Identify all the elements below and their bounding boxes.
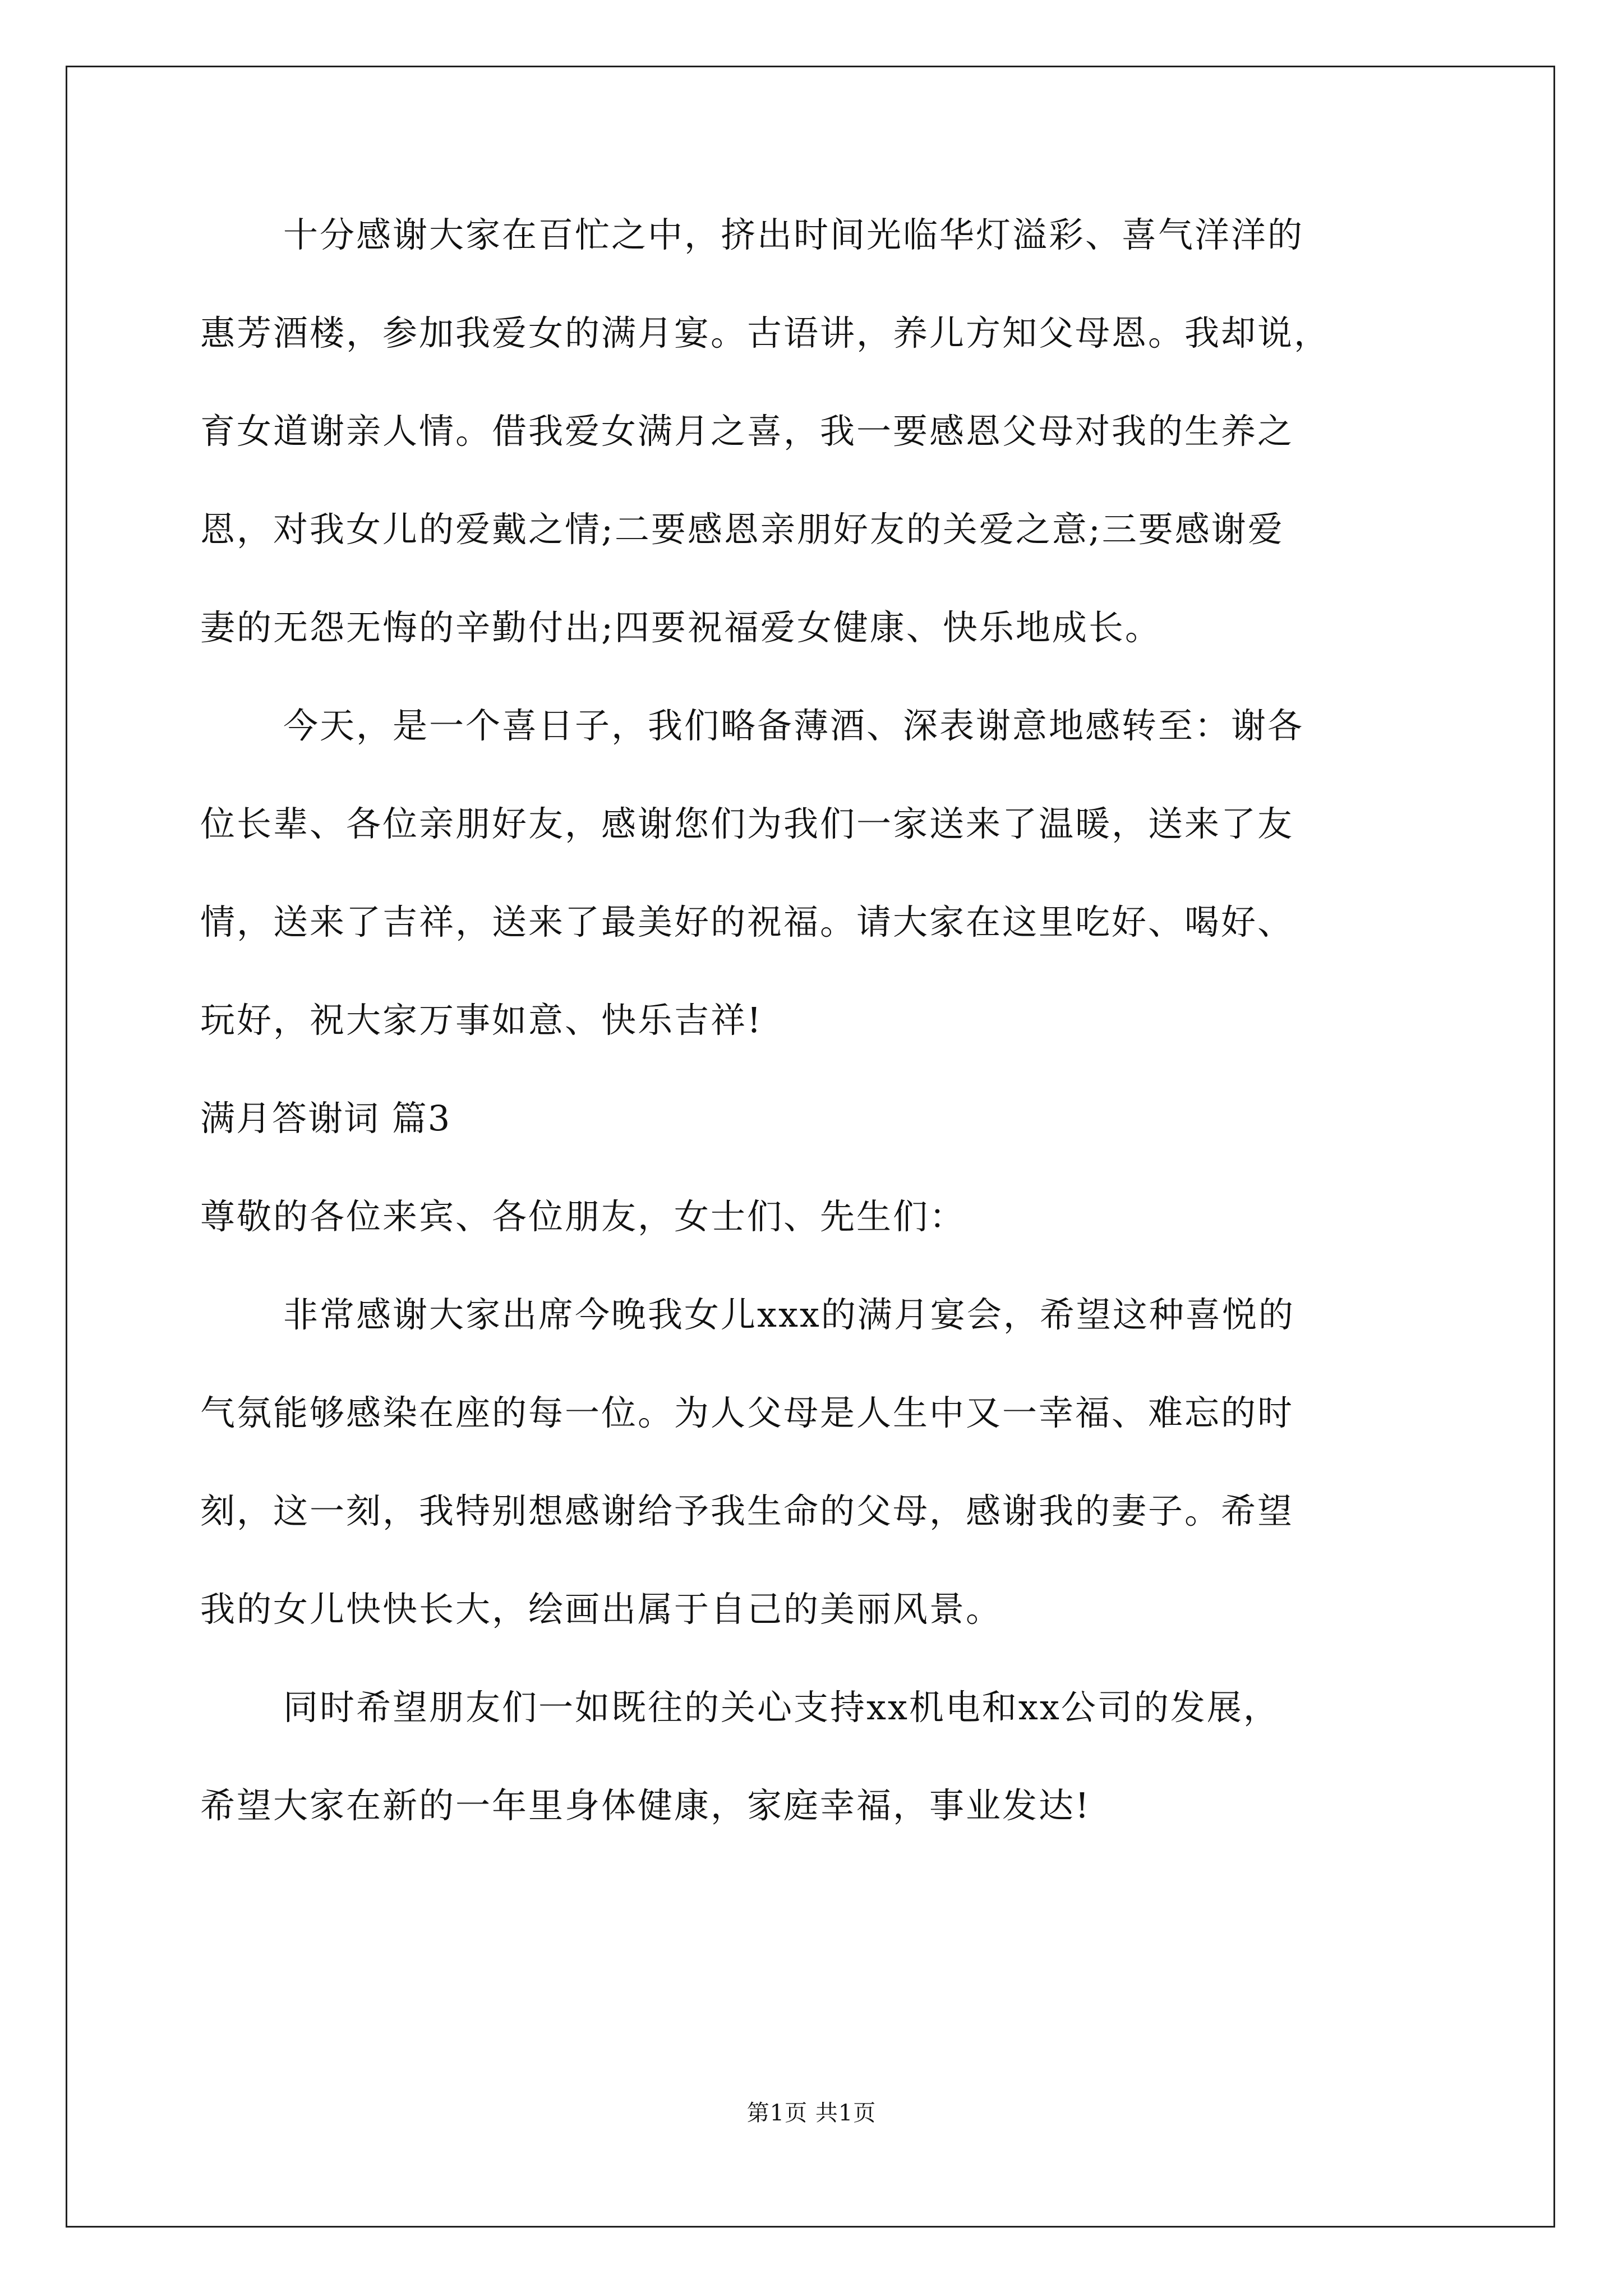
paragraph-line: 我的女儿快快长大，绘画出属于自己的美丽风景。 (200, 1589, 1003, 1630)
paragraph-line: 惠芳酒楼，参加我爱女的满月宴。古语讲，养儿方知父母恩。我却说， (200, 312, 1331, 353)
section-heading: 满月答谢词 篇3 (200, 1098, 451, 1139)
document-body (200, 212, 1428, 1881)
page-footer: 第1页 共1页 (746, 2100, 877, 2126)
paragraph-line: 妻的无怨无悔的辛勤付出;四要祝福爱女健康、快乐地成长。 (200, 607, 1161, 648)
paragraph-line: 气氛能够感染在座的每一位。为人父母是人生中又一幸福、难忘的时 (200, 1392, 1294, 1433)
paragraph-line: 玩好，祝大家万事如意、快乐吉祥! (200, 1000, 763, 1041)
paragraph-line: 希望大家在新的一年里身体健康，家庭幸福，事业发达! (200, 1785, 1091, 1826)
salutation-line: 尊敬的各位来宾、各位朋友，女士们、先生们： (200, 1196, 966, 1237)
paragraph-line: 位长辈、各位亲朋好友，感谢您们为我们一家送来了温暖，送来了友 (200, 803, 1294, 844)
paragraph-line: 同时希望朋友们一如既往的关心支持xx机电和xx公司的发展， (283, 1687, 1280, 1728)
paragraph-line: 今天，是一个喜日子，我们略备薄酒、深表谢意地感转至：谢各 (283, 705, 1304, 746)
paragraph-line: 育女道谢亲人情。借我爱女满月之喜，我一要感恩父母对我的生养之 (200, 411, 1294, 452)
paragraph-line: 恩，对我女儿的爱戴之情;二要感恩亲朋好友的关爱之意;三要感谢爱 (200, 509, 1284, 550)
paragraph-line: 非常感谢大家出席今晚我女儿xxx的满月宴会，希望这种喜悦的 (283, 1294, 1295, 1335)
paragraph-line: 十分感谢大家在百忙之中，挤出时间光临华灯溢彩、喜气洋洋的 (283, 214, 1304, 255)
paragraph-line: 情，送来了吉祥，送来了最美好的祝福。请大家在这里吃好、喝好、 (200, 901, 1294, 942)
paragraph-line: 刻，这一刻，我特别想感谢给予我生命的父母，感谢我的妻子。希望 (200, 1490, 1294, 1531)
